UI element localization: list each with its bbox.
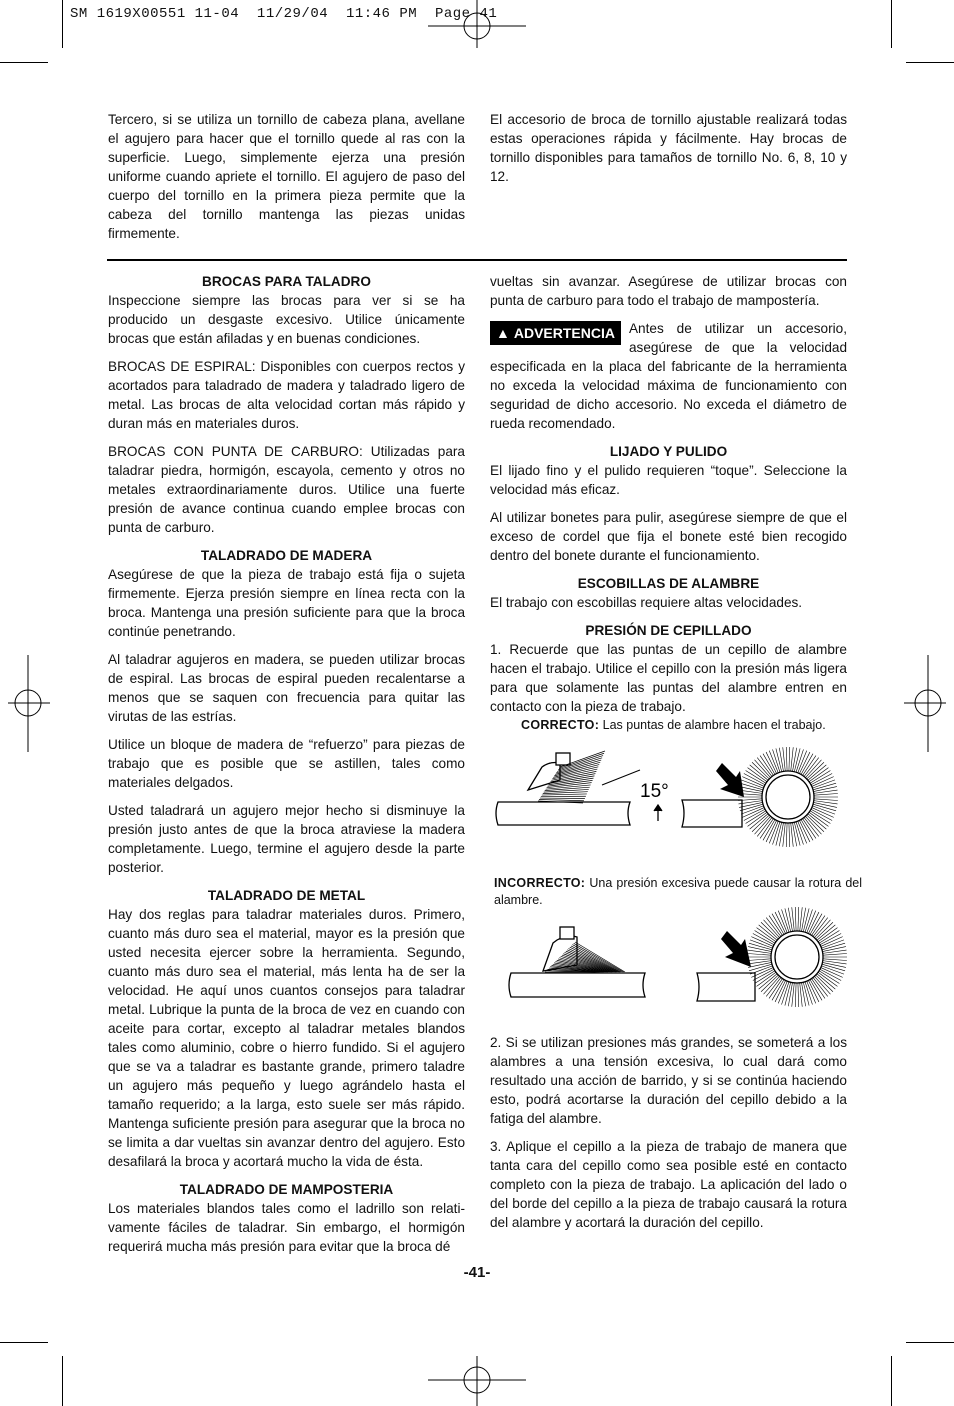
bristle	[804, 758, 819, 777]
brush-correct-figure	[490, 745, 860, 845]
bristle	[813, 918, 828, 937]
bristle	[803, 756, 816, 776]
paragraph: vueltas sin avanzar. Asegúrese de utilizar brocas con punta de carburo para todo el trabajo de mampostería.	[490, 274, 847, 308]
bristle	[813, 977, 828, 996]
bristle	[791, 823, 794, 847]
bristle	[757, 972, 776, 986]
bristle	[748, 812, 767, 826]
caption-text: Las puntas de alambre hacen el trabajo.	[599, 718, 826, 732]
paragraph: Tercero, si se utiliza un tornillo de cabeza plana, avellane el agujero para hacer que el tornillo quede al ras con la superficie. Luego, simplemente ejerza una presión uniforme cuando apriete el tornillo. El agujero de paso del cuerpo del tornillo en la primera pieza permite que la cabeza del tornillo mantenga las piezas unidas firmemente.	[108, 112, 465, 241]
paragraph: El trabajo con escobillas requiere altas velocidades.	[490, 595, 803, 610]
warning-triangle-icon: ▲	[496, 325, 510, 341]
bristle	[818, 928, 837, 942]
paragraph: BROCAS DE ESPIRAL: Disponibles con cuerpos rectos y acortados para taladrado de madera y taladrado ligero de metal. Las brocas de alta velocidad cortan más rápido y duran más en materiales duros.	[108, 359, 465, 431]
bristle	[779, 823, 783, 847]
warning-label: ADVERTENCIA	[513, 325, 615, 341]
paragraph: Utilice un bloque de madera de “refuerzo” para piezas de trabajo que es posible que se astillen, tales como materiales delgados.	[108, 737, 465, 790]
bristle	[539, 800, 584, 801]
bristle	[823, 954, 847, 956]
bristle	[760, 756, 773, 776]
paragraph: El accesorio de broca de tornillo ajustable realizará todas estas operaciones rápida y fácilmente. Hay brocas de tornillo disponibles para tamaños de tornillo No. 6, 8, 10 y 12.	[490, 112, 847, 184]
angle-label: 15°	[640, 781, 669, 802]
bristle	[786, 747, 787, 771]
section-heading: TALADRADO DE MAMPOSTERIA	[179, 1182, 394, 1197]
section-divider	[107, 259, 847, 261]
bristle	[783, 747, 786, 771]
bristle	[747, 959, 771, 961]
bristle	[789, 747, 790, 771]
paragraph: 1. Recuerde que las puntas de un cepillo de alambre hacen el trabajo. Utilice el cepillo con la presión más ligera para que solamente las puntas del alambre entren en contacto con la pieza de trabajo.	[490, 642, 847, 714]
bristle	[795, 983, 796, 1007]
section-heading: PRESIÓN DE CEPILLADO	[585, 623, 752, 638]
bristle	[757, 817, 772, 836]
paragraph: Al taladrar agujeros en madera, se pueden utilizar brocas de espiral. Las brocas de espiral pueden recalentarse a menos que se saquen con frecuencia para quitar las virutas de las estrías.	[108, 652, 465, 724]
paragraph: El lijado fino y el pulido requieren “toque”. Seleccione la velocidad más eficaz.	[490, 463, 847, 497]
bristle	[791, 747, 794, 771]
bristle	[803, 819, 816, 839]
warning-text: Antes de utilizar un accesorio, asegúrese de que la velocidad especificada en la placa del fabricante de la herramienta no exceda la velocidad máxima de funcionamiento con seguridad de dicho accesorio. No exceda el diámetro de rueda recomendado.	[490, 321, 847, 431]
section-heading: TALADRADO DE MADERA	[200, 548, 373, 563]
bristle	[823, 959, 847, 961]
paragraph: BROCAS CON PUNTA DE CARBURO: Utilizadas para taladrar piedra, hormigón, escayola, cemento y otros no metales extraordinariamente duros. Utilice una fuerte presión de avance continua cuando emplee brocas con punta de carburo.	[108, 444, 465, 535]
bristle	[747, 954, 771, 956]
bristle	[800, 983, 803, 1007]
bristle	[809, 768, 828, 782]
bristle	[757, 928, 776, 942]
bristle	[812, 979, 825, 999]
bristle	[769, 916, 782, 936]
paragraph: 3. Aplique el cepillo a la pieza de trabajo de manera que tanta cara del cepillo como sea posible esté en contacto completo con la pieza de trabajo. La aplicación del lado o del borde del cepillo a la pieza de trabajo causará la rotura del alambre y acortará la duración del cepillo.	[490, 1139, 847, 1230]
paragraph: Usted taladrará un agujero mejor hecho si disminuye la presión justo antes de que la broca atraviese la madera completamente. Luego, termine el agujero desde la parte posterior.	[108, 803, 465, 875]
page-number: -41-	[463, 1264, 491, 1281]
caption-label: CORRECTO:	[521, 718, 600, 732]
print-slug: SM 1619X00551 11-04 11/29/04 11:46 PM Page 41	[70, 6, 498, 22]
paragraph: Inspeccione siempre las brocas para ver si se ha producido un desgaste excesivo. Utilice únicamente brocas que están afiladas y en buenas condiciones.	[108, 293, 465, 346]
paragraph: 2. Si se utilizan presiones más grandes, se someterá a los alambres a una tensión excesiva, lo cual dará como resultado una acción de barrido, y si se continúa haciendo esto, podrá acortarse la duración del cepillo debido a la fatiga del alambre.	[490, 1035, 847, 1126]
bristle	[786, 823, 787, 847]
bristle	[783, 823, 786, 847]
bristle	[809, 812, 828, 826]
bristle	[792, 983, 795, 1007]
warning-badge	[490, 321, 621, 345]
caption-label: INCORRECTO:	[494, 876, 586, 890]
paragraph: Al utilizar bonetes para pulir, asegúrese siempre de que el exceso de cordel que fija el bonete esté bien recogido dentro del bonete durante el funcionamiento.	[490, 510, 847, 563]
paragraph: Hay dos reglas para taladrar materiales duros. Primero, cuanto más duro sea el material, mayor es la presión que usted necesita ejercer sobre la herramienta. Segundo, cuanto más duro sea el material, más lenta ha de ser la velocidad. He aquí unos cuantos consejos para taladrar metal. Lubrique la punta de la broca de vez en cuando con aceite para cortar, excepto al taladrar metales blandos tales como aluminio, cobre o hierro fundido. Si el agujero que se va a taladrar es bastante grande, primero taladre un agujero más pequeño y luego agrándelo hasta el tamaño requerido; a la larga, esto suele ser más rápido. Mantenga suficiente presión para asegurar que la broca no se limita a dar vueltas sin avanzar dentro del agujero. Esto desafilará la broca y acortará mucho la vida de ésta.	[108, 907, 465, 1169]
bristle	[793, 748, 797, 772]
bristle	[766, 977, 781, 996]
bristle	[793, 823, 797, 847]
paragraph: Los materiales blandos tales como el ladrillo son relati-vamente fáciles de taladrar. Sin embargo, el hormigón requerirá mucha más presión para evitar que la broca dé	[108, 1201, 465, 1254]
bristle	[760, 819, 773, 839]
bristle	[804, 817, 819, 836]
bristle	[766, 918, 781, 937]
bristle	[542, 794, 587, 795]
warning-paragraph	[490, 319, 847, 433]
section-heading: ESCOBILLAS DE ALAMBRE	[577, 576, 760, 591]
bristle	[812, 916, 825, 936]
brush-incorrect-figure	[505, 915, 865, 1015]
bristle	[802, 983, 806, 1007]
bristle	[748, 768, 767, 782]
bristle	[789, 823, 790, 847]
bristle	[769, 979, 782, 999]
bristle	[757, 758, 772, 777]
paragraph: Asegúrese de que la pieza de trabajo está fija o sujeta firmemente. Ejerza presión siempre en línea recta con la broca. Mantenga una presión suficiente para que la broca continúe penetrando.	[108, 567, 465, 639]
section-heading: LIJADO Y PULIDO	[609, 444, 728, 459]
section-heading: BROCAS PARA TALADRO	[202, 274, 371, 289]
caption-text: Una presión excesiva puede causar la rotura del alambre.	[494, 876, 862, 907]
bristle	[818, 972, 837, 986]
bristle	[814, 799, 838, 801]
bristle	[779, 748, 783, 772]
bristle	[814, 794, 838, 796]
section-heading: TALADRADO DE METAL	[207, 888, 366, 903]
bristle	[788, 983, 792, 1007]
bristle	[798, 983, 799, 1007]
